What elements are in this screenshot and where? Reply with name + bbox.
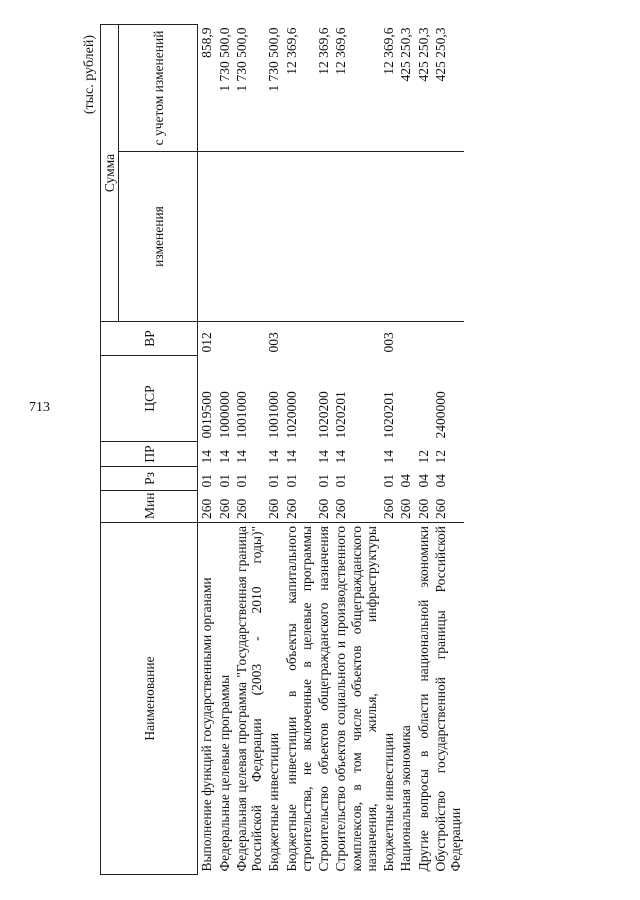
- row-vr: [216, 322, 233, 356]
- row-rz: 01: [283, 474, 299, 488]
- row-total: 12 369,6: [332, 24, 380, 151]
- row-name: Национальная экономика: [398, 725, 414, 872]
- row-min: 260: [415, 491, 432, 523]
- row-min: 260: [432, 491, 465, 523]
- row-pr: 14: [233, 450, 249, 464]
- row-csr: 1001000: [266, 391, 282, 439]
- row-csr: 1001000: [233, 391, 249, 439]
- row-pr: 14: [316, 450, 331, 464]
- header-rz: Рз: [101, 467, 198, 491]
- row-min: 260: [332, 491, 380, 523]
- row-changes: [432, 152, 465, 322]
- row-changes: [415, 152, 432, 322]
- row-pr: 14: [381, 450, 396, 464]
- header-with-changes: с учетом изменений: [119, 24, 198, 151]
- row-vr: 003: [266, 332, 282, 353]
- row-changes: [283, 152, 316, 322]
- row-csr: 1020201: [381, 391, 396, 439]
- row-name: Бюджетные инвестиции: [381, 732, 396, 872]
- row-changes: [332, 152, 380, 322]
- row-min: 260: [198, 491, 216, 523]
- row-vr: [233, 322, 266, 356]
- row-rz: 01: [216, 474, 232, 488]
- row-pr: 12: [415, 450, 431, 464]
- row-csr: 1000000: [216, 391, 232, 439]
- row-total: 858,9: [198, 24, 216, 151]
- row-min: 260: [380, 491, 397, 523]
- row-min: 260: [265, 491, 282, 523]
- row-total: 1 730 500,0: [233, 24, 266, 151]
- row-changes: [233, 152, 266, 322]
- row-name: Обустройство государственной границы Российской Федерации: [432, 526, 463, 872]
- row-name: Другие вопросы в области национальной экономики: [415, 526, 431, 872]
- row-name: Выполнение функций государственными органами: [199, 577, 215, 872]
- row-name: Бюджетные инвестиции в объекты капитального строительства, не включенные в целевые программы: [283, 526, 314, 872]
- row-name: Бюджетные инвестиции: [266, 732, 282, 872]
- row-name: Строительство объектов социального и производственного комплексов, в том числе объектов общегражданского назначения, жилья, инфраструктуры: [333, 526, 379, 872]
- table-row: [198, 24, 216, 874]
- row-csr: [415, 356, 432, 442]
- row-rz: 01: [199, 474, 215, 488]
- row-changes: [198, 152, 216, 322]
- row-pr: 14: [216, 450, 232, 464]
- row-rz: 01: [333, 474, 349, 488]
- row-pr: [397, 442, 414, 467]
- header-name: Наименование: [101, 523, 198, 875]
- row-rz: 01: [233, 474, 249, 488]
- row-csr: 1020200: [316, 391, 331, 439]
- row-min: 260: [397, 491, 414, 523]
- row-pr: 14: [333, 450, 349, 464]
- table-row: [332, 24, 380, 874]
- row-rz: 01: [381, 474, 396, 488]
- row-changes: [216, 152, 233, 322]
- table-row: [432, 24, 465, 874]
- header-min: Мин: [101, 491, 198, 523]
- row-vr: [432, 322, 465, 356]
- row-rz: 01: [316, 474, 331, 488]
- row-vr: [397, 322, 414, 356]
- row-rz: 01: [266, 474, 282, 488]
- table-row: [283, 24, 316, 874]
- table-row: [315, 24, 332, 874]
- row-name: Строительство объектов общегражданского назначения: [316, 526, 331, 872]
- row-pr: 12: [432, 450, 448, 464]
- row-csr: [397, 356, 414, 442]
- row-changes: [397, 152, 414, 322]
- row-total: 425 250,3: [432, 24, 465, 151]
- table-row: [380, 24, 397, 874]
- row-vr: 003: [381, 332, 396, 353]
- row-vr: 012: [199, 332, 215, 353]
- table-row: [216, 24, 233, 874]
- row-pr: 14: [199, 450, 215, 464]
- table-row: [233, 24, 266, 874]
- page-number: 713: [29, 400, 50, 415]
- row-rz: 04: [415, 474, 431, 488]
- row-name: Федеральные целевые программы: [216, 674, 232, 872]
- row-vr: [415, 322, 432, 356]
- header-vr: ВР: [101, 322, 198, 356]
- row-pr: 14: [283, 450, 299, 464]
- rotated-table-area: [80, 25, 580, 875]
- row-rz: 04: [432, 474, 448, 488]
- table-header: [101, 24, 198, 874]
- row-total: 1 730 500,0: [216, 24, 233, 151]
- row-rz: 04: [398, 474, 414, 488]
- header-changes: изменения: [119, 152, 198, 322]
- row-changes: [315, 152, 332, 322]
- row-vr: [332, 322, 380, 356]
- table-row: [397, 24, 414, 874]
- row-min: 260: [216, 491, 233, 523]
- header-pr: ПР: [101, 442, 198, 467]
- row-min: 260: [233, 491, 266, 523]
- units-note: (тыс. рублей): [82, 35, 97, 115]
- row-changes: [380, 152, 397, 322]
- table-body: [198, 24, 465, 874]
- budget-table: [100, 24, 464, 875]
- row-total: 425 250,3: [415, 24, 432, 151]
- row-csr: 1020000: [283, 391, 299, 439]
- row-total: 12 369,6: [283, 24, 316, 151]
- row-total: 12 369,6: [380, 24, 397, 151]
- row-total: 1 730 500,0: [265, 24, 282, 151]
- header-csr: ЦСР: [101, 356, 198, 442]
- row-min: 260: [315, 491, 332, 523]
- row-vr: [283, 322, 316, 356]
- row-min: 260: [283, 491, 316, 523]
- row-csr: 1020201: [333, 391, 349, 439]
- table-row: [415, 24, 432, 874]
- row-pr: 14: [266, 450, 282, 464]
- header-sum: Сумма: [101, 24, 119, 321]
- row-csr: 2400000: [432, 391, 448, 439]
- row-changes: [265, 152, 282, 322]
- row-csr: 0019500: [199, 391, 215, 439]
- row-name: Федеральная целевая программа "Государственная граница Российской Федерации (2003 - 2010 годы)": [233, 526, 264, 872]
- table-row: [265, 24, 282, 874]
- row-total: 425 250,3: [397, 24, 414, 151]
- row-vr: [315, 322, 332, 356]
- row-total: 12 369,6: [315, 24, 332, 151]
